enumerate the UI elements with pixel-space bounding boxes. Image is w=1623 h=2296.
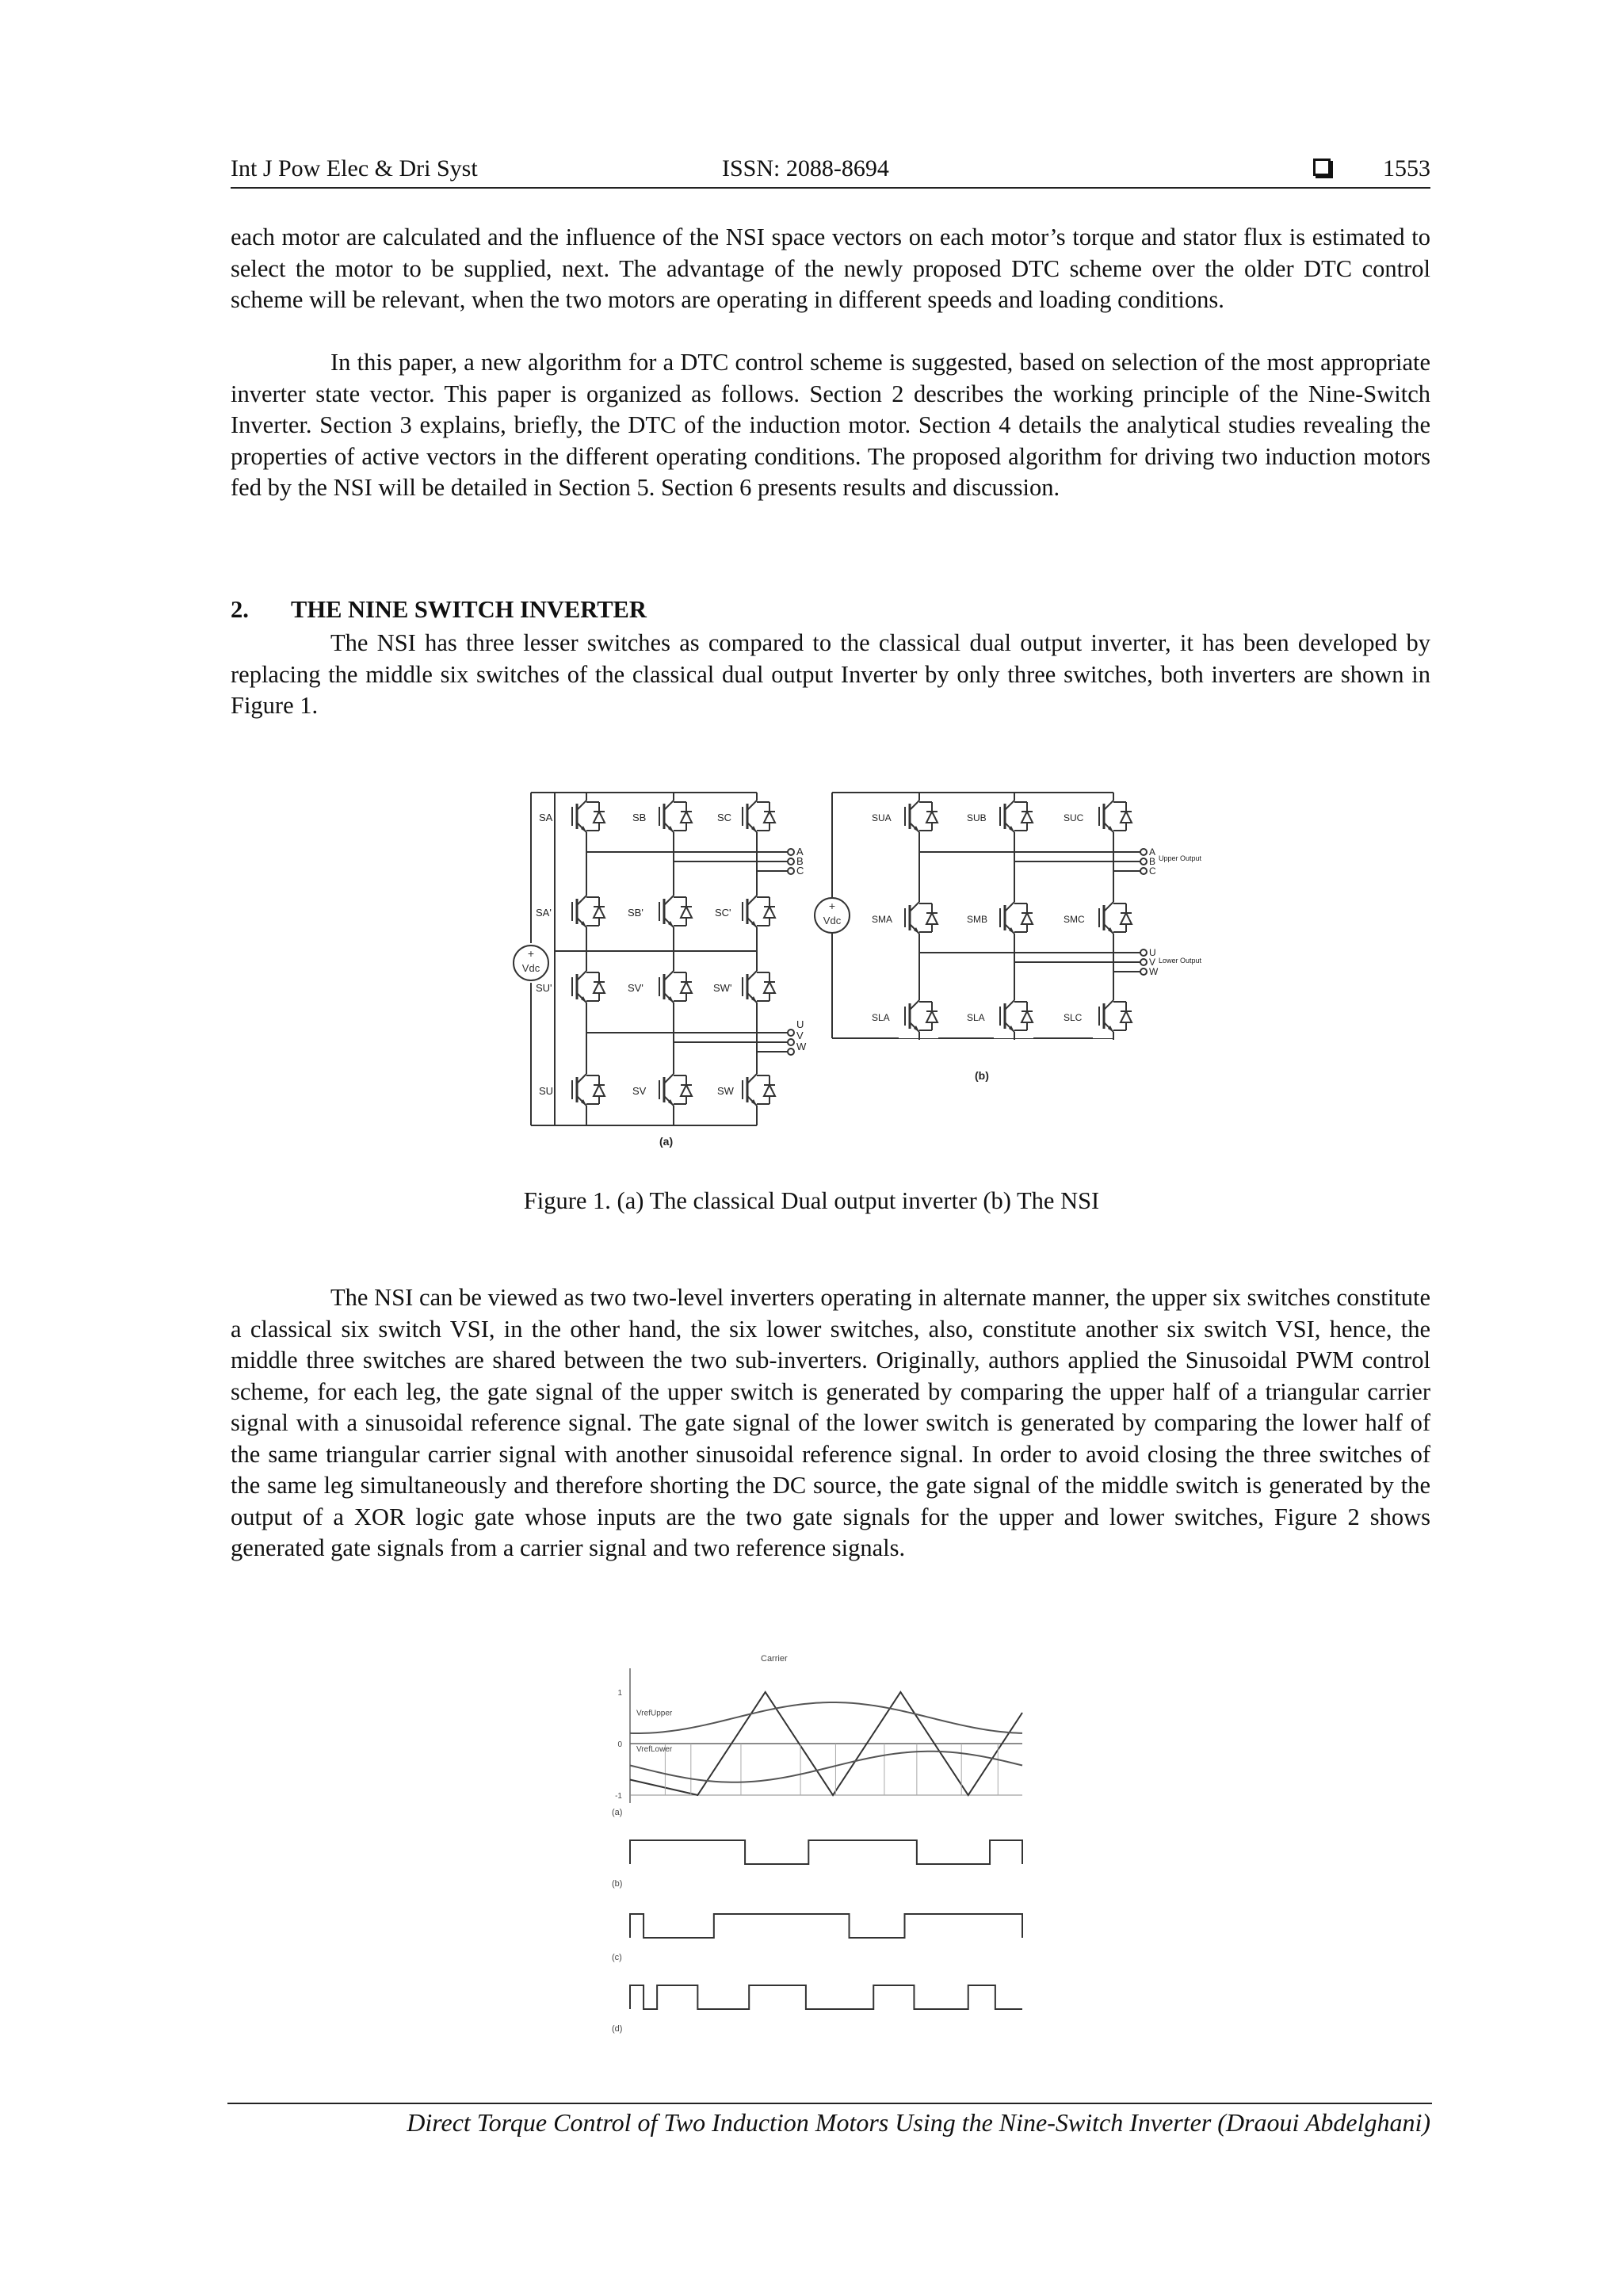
paragraph-2: In this paper, a new algorithm for a DTC control scheme is suggested, based on selection of the most appropriate inverter state vector. This paper is organized as follows. Section 2 describes the working principle of the Nine-Switch Inverter. Section 3 explains, briefly, the DTC of the induction motor. Section 4 details the analytical studies revealing the properties of active vectors in the different operating conditions. The proposed algorithm for driving two induction motors fed by the NSI will be detailed in Section 5. Section 6 presents results and discussion.: [231, 349, 1430, 501]
footer-rule: [227, 2103, 1432, 2104]
footer-citation: Direct Torque Control of Two Induction Motors Using the Nine-Switch Inverter (Draoui Abdelghani): [407, 2108, 1430, 2137]
switch-label: SB': [628, 907, 643, 919]
switch-label: SC': [715, 907, 731, 919]
gate-signal-c: [630, 1914, 1022, 1938]
switch-label: SA': [536, 907, 552, 919]
switch-label: SUB: [967, 812, 987, 823]
switch-label: SUC: [1064, 812, 1084, 823]
figure-1a-label: (a): [659, 1135, 674, 1148]
page-number: 1553: [1383, 155, 1430, 181]
figure-1-caption: Figure 1. (a) The classical Dual output inverter (b) The NSI: [523, 1187, 1100, 1214]
output-label: B: [796, 855, 804, 867]
output-label: V: [1149, 957, 1156, 968]
paragraph-4: The NSI can be viewed as two two-level inverters operating in alternate manner, the upper six switches constitute a classical six switch VSI, in the other hand, the six lower switches, also, constitute another six switch VSI, hence, the middle three switches are shared between the two sub-inverters. Originally, authors applied the Sinusoidal PWM control scheme, for each leg, the gate signal of the upper switch is generated by comparing the upper half of a triangular carrier signal with a sinusoidal reference signal. The gate signal of the lower switch is generated by comparing the lower half of the same triangular carrier signal with another sinusoidal reference signal. In order to avoid closing the three switches of the same leg simultaneously and therefore shorting the DC source, the gate signal of the middle switch is generated by the output of a XOR logic gate whose inputs are the two gate signals for the upper and lower switches, Figure 2 shows generated gate signals from a carrier signal and two reference signals.: [231, 1284, 1430, 1561]
paragraph-1: each motor are calculated and the influence of the NSI space vectors on each motor’s torque and stator flux is estimated to select the motor to be supplied, next. The advantage of the newly proposed DTC scheme over the older DTC control scheme will be relevant, when the two motors are operating in different speeds and loading conditions.: [231, 223, 1430, 313]
vrefupper-label: VrefUpper: [636, 1709, 673, 1718]
output-label: V: [796, 1030, 804, 1041]
switch-label: SC: [717, 812, 732, 823]
switch-label: SUA: [872, 812, 892, 823]
output-label: A: [1149, 846, 1156, 858]
output-label: A: [796, 846, 804, 858]
panel-label: (c): [612, 1953, 622, 1962]
output-label: C: [1149, 865, 1156, 877]
svg-text:+: +: [828, 900, 836, 912]
svg-text:+: +: [527, 947, 535, 960]
y-tick-label: 1: [617, 1689, 622, 1698]
vreflower-label: VrefLower: [636, 1744, 673, 1754]
figure-1b-source-label: Vdc: [823, 915, 842, 926]
switch-label: SMA: [872, 914, 893, 925]
output-label: C: [796, 865, 804, 877]
gate-signal-b: [630, 1840, 1022, 1864]
switch-label: SLC: [1064, 1012, 1083, 1023]
output-label: U: [796, 1018, 804, 1030]
paragraph-3: The NSI has three lesser switches as compared to the classical dual output inverter, it has been developed by replacing the middle six switches of the classical dual output Inverter by only three switches, both inverters are shown in Figure 1.: [231, 629, 1430, 719]
switch-label: SU': [536, 982, 552, 994]
switch-label: SLA: [872, 1012, 890, 1023]
figure-1b: [815, 793, 1202, 1082]
output-label: W: [796, 1041, 807, 1052]
lower-output-label: Lower Output: [1159, 957, 1202, 965]
switch-label: SMC: [1064, 914, 1085, 925]
upper-output-label: Upper Output: [1159, 854, 1202, 862]
switch-label: SLA: [967, 1012, 985, 1023]
panel-label: (d): [612, 2024, 623, 2034]
running-header: [231, 151, 1430, 189]
figure-1a-source-label: Vdc: [521, 962, 540, 974]
switch-label: SA: [539, 812, 553, 823]
switch-label: SW: [717, 1085, 734, 1097]
figure-1b-label: (b): [975, 1069, 989, 1082]
output-label: U: [1149, 947, 1156, 958]
switch-label: SW': [713, 982, 732, 994]
switch-label: SB: [632, 812, 647, 823]
output-label: B: [1149, 856, 1156, 867]
square-bullet-icon: [1313, 159, 1331, 176]
section-heading: [231, 596, 647, 624]
y-tick-label: 0: [617, 1740, 622, 1749]
issn: ISSN: 2088-8694: [722, 155, 889, 181]
y-tick-label: -1: [615, 1792, 622, 1801]
switch-label: SV: [632, 1085, 647, 1097]
panel-label: (b): [612, 1879, 623, 1889]
gate-signal-d: [630, 1985, 1022, 2009]
vreflower-series: [630, 1752, 1022, 1782]
figure-2-gate-signals-chart: [602, 1648, 1030, 2092]
section-title: THE NINE SWITCH INVERTER: [291, 596, 647, 623]
output-label: W: [1149, 966, 1159, 977]
vrefupper-series: [630, 1702, 1022, 1733]
switch-label: SU: [539, 1085, 554, 1097]
panel-label: (a): [612, 1808, 623, 1817]
section-number: 2.: [231, 596, 249, 623]
carrier-label: Carrier: [761, 1654, 788, 1664]
figure-1a: [514, 793, 807, 1148]
switch-label: SV': [628, 982, 643, 994]
switch-label: SMB: [967, 914, 988, 925]
figure-1-inverter-schematics: [475, 785, 1202, 1169]
journal-name: Int J Pow Elec & Dri Syst: [231, 155, 478, 181]
